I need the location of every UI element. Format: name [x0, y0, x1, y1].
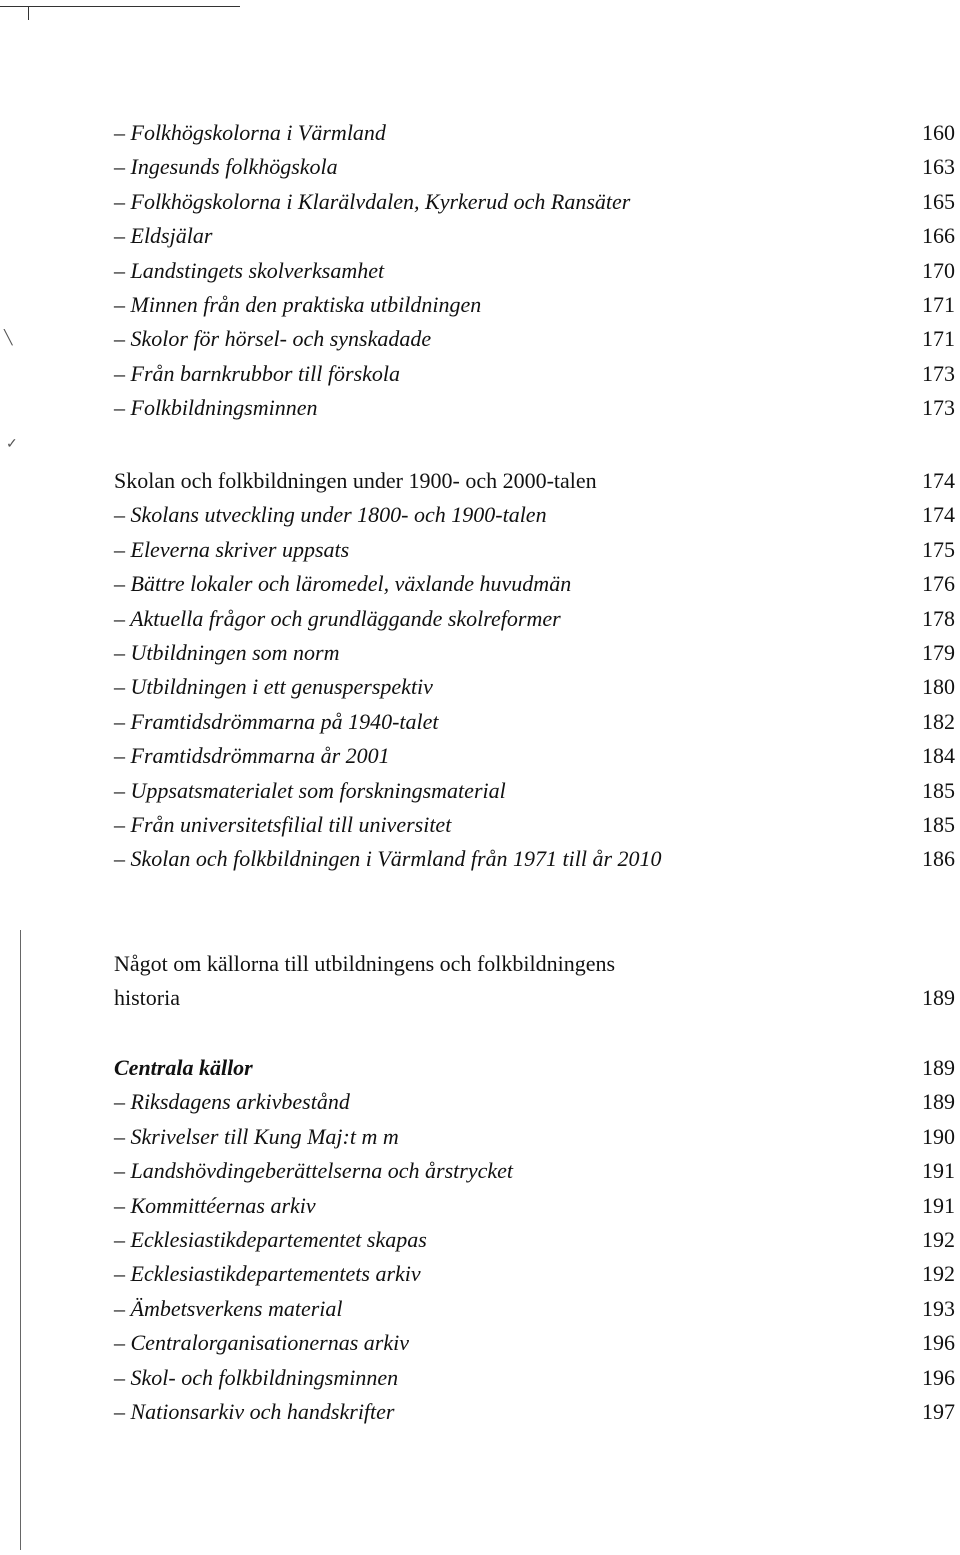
toc-entry-title: – Landshövdingeberättelserna och årstrycket: [114, 1158, 513, 1184]
toc-entry: [0, 1120, 960, 1154]
toc-entry-title: – Ämbetsverkens material: [114, 1295, 343, 1321]
toc-entry-page-number: 186: [922, 846, 955, 872]
toc-entry-page-number: 178: [922, 605, 955, 631]
toc-entry-page-number: 196: [922, 1364, 955, 1390]
toc-entry-page-number: 191: [922, 1192, 955, 1218]
toc-entry: [0, 1395, 960, 1429]
toc-entry-page-number: 173: [922, 395, 955, 421]
toc-entry: [0, 602, 960, 636]
toc-entry-page-number: 189: [922, 1055, 955, 1080]
toc-entry-page-number: 193: [922, 1295, 955, 1321]
toc-entry-title: – Bättre lokaler och läromedel, växlande huvudmän: [114, 571, 572, 597]
toc-entry-page-number: 174: [922, 502, 955, 528]
toc-entry: [0, 1257, 960, 1291]
toc-entry-title: – Uppsatsmaterialet som forskningsmaterial: [114, 777, 506, 803]
toc-entry-page-number: 180: [922, 674, 955, 700]
toc-entry: [0, 947, 960, 1017]
toc-entry-title: – Från barnkrubbor till förskola: [114, 360, 401, 386]
toc-entry-page-number: 197: [922, 1398, 955, 1424]
toc-entry: [0, 533, 960, 567]
toc-entry: [0, 1326, 960, 1360]
toc-entry-title: – Riksdagens arkivbestånd: [114, 1089, 350, 1115]
toc-entry-page-number: 179: [922, 639, 955, 665]
toc-entry-page-number: 175: [922, 536, 955, 562]
toc-entry: [0, 774, 960, 808]
toc-entry-title: – Aktuella frågor och grundläggande skolreformer: [114, 605, 561, 631]
toc-entry: [0, 391, 960, 425]
toc-entry: [0, 636, 960, 670]
toc-entry: [0, 1154, 960, 1188]
toc-entry: [0, 739, 960, 773]
toc-block-kallorna: [0, 947, 960, 1017]
toc-entry-title: Centrala källor: [114, 1055, 253, 1080]
toc-entry: [0, 498, 960, 532]
toc-entry-page-number: 196: [922, 1330, 955, 1356]
toc-entry-page-number: 185: [922, 777, 955, 803]
toc-entry-page-number: 176: [922, 571, 955, 597]
toc-block-varmland: [0, 116, 960, 426]
toc-entry-title: Något om källorna till utbildningens och folkbildningens historia: [114, 951, 616, 1010]
toc-entry: [0, 567, 960, 601]
toc-block-skolan: [0, 464, 960, 877]
toc-entry: [0, 1189, 960, 1223]
toc-entry-page-number: 192: [922, 1261, 955, 1287]
toc-entry-page-number: 165: [922, 188, 955, 214]
toc-entry: [0, 288, 960, 322]
toc-entry: [0, 1085, 960, 1119]
toc-entry-page-number: 163: [922, 154, 955, 180]
toc-entry-page-number: 190: [922, 1123, 955, 1149]
toc-entry-page-number: 192: [922, 1226, 955, 1252]
toc-entry: [0, 185, 960, 219]
toc-entry: [0, 1223, 960, 1257]
toc-entry-title: – Folkhögskolorna i Klarälvdalen, Kyrkerud och Ransäter: [114, 188, 631, 214]
margin-mark-check: ✓: [6, 437, 18, 452]
toc-entry-title: – Folkbildningsminnen: [114, 395, 318, 421]
top-rule-line: [0, 6, 240, 7]
toc-entry-title: – Skolor för hörsel- och synskadade: [114, 326, 432, 352]
toc-entry-page-number: 160: [922, 120, 955, 145]
toc-entry: [0, 322, 960, 356]
toc-entry: [0, 808, 960, 842]
top-rule-tick: [28, 6, 29, 20]
toc-entry-page-number: 191: [922, 1158, 955, 1184]
toc-entry-title: – Ingesunds folkhögskola: [114, 154, 338, 180]
margin-mark-k: ╲: [4, 331, 13, 346]
toc-entry: [0, 1361, 960, 1395]
toc-entry-page-number: 189: [922, 985, 955, 1010]
toc-entry-title: – Utbildningen som norm: [114, 639, 340, 665]
toc-entry-page-number: 171: [922, 291, 955, 317]
toc-entry-title: – Centralorganisationernas arkiv: [114, 1330, 409, 1356]
toc-entry-title: – Eldsjälar: [114, 223, 213, 249]
toc-entry-title: – Ecklesiastikdepartementets arkiv: [114, 1261, 421, 1287]
toc-entry-title: – Folkhögskolorna i Värmland: [114, 120, 386, 145]
toc-entry: [0, 116, 960, 150]
toc-entry-title: – Skolans utveckling under 1800- och 1900-talen: [114, 502, 547, 528]
toc-entry-page-number: 173: [922, 360, 955, 386]
toc-entry-title: – Ecklesiastikdepartementet skapas: [114, 1226, 427, 1252]
toc-entry-title: – Skrivelser till Kung Maj:t m m: [114, 1123, 399, 1149]
toc-entry-title: Skolan och folkbildningen under 1900- och 2000-talen: [114, 468, 597, 493]
toc-entry: [0, 670, 960, 704]
toc-entry-title: – Kommittéernas arkiv: [114, 1192, 316, 1218]
toc-entry-page-number: 171: [922, 326, 955, 352]
toc-entry: [0, 464, 960, 498]
toc-entry: [0, 219, 960, 253]
toc-entry: [0, 1292, 960, 1326]
toc-entry-page-number: 166: [922, 223, 955, 249]
toc-entry: [0, 1051, 960, 1085]
toc-entry-page-number: 185: [922, 811, 955, 837]
toc-entry-page-number: 189: [922, 1089, 955, 1115]
toc-entry: [0, 705, 960, 739]
toc-entry-page-number: 184: [922, 743, 955, 769]
toc-entry: [0, 842, 960, 876]
toc-entry-title: – Framtidsdrömmarna år 2001: [114, 743, 390, 769]
toc-entry-title: – Från universitetsfilial till universitet: [114, 811, 452, 837]
toc-entry-title: – Skolan och folkbildningen i Värmland från 1971 till år 2010: [114, 846, 662, 872]
toc-entry-title: – Skol- och folkbildningsminnen: [114, 1364, 399, 1390]
toc-entry: [0, 357, 960, 391]
toc-entry-title: – Minnen från den praktiska utbildningen: [114, 291, 482, 317]
toc-entry-page-number: 174: [922, 468, 955, 493]
toc-entry-title: – Nationsarkiv och handskrifter: [114, 1398, 395, 1424]
toc-entry-title: – Utbildningen i ett genusperspektiv: [114, 674, 433, 700]
toc-entry-title: – Framtidsdrömmarna på 1940-talet: [114, 708, 439, 734]
toc-entry: [0, 254, 960, 288]
toc-entry-page-number: 182: [922, 708, 955, 734]
toc-entry-title: – Eleverna skriver uppsats: [114, 536, 350, 562]
toc-entry-title: – Landstingets skolverksamhet: [114, 257, 385, 283]
toc-entry-page-number: 170: [922, 257, 955, 283]
toc-block-centrala: [0, 1051, 960, 1429]
toc-entry: [0, 150, 960, 184]
